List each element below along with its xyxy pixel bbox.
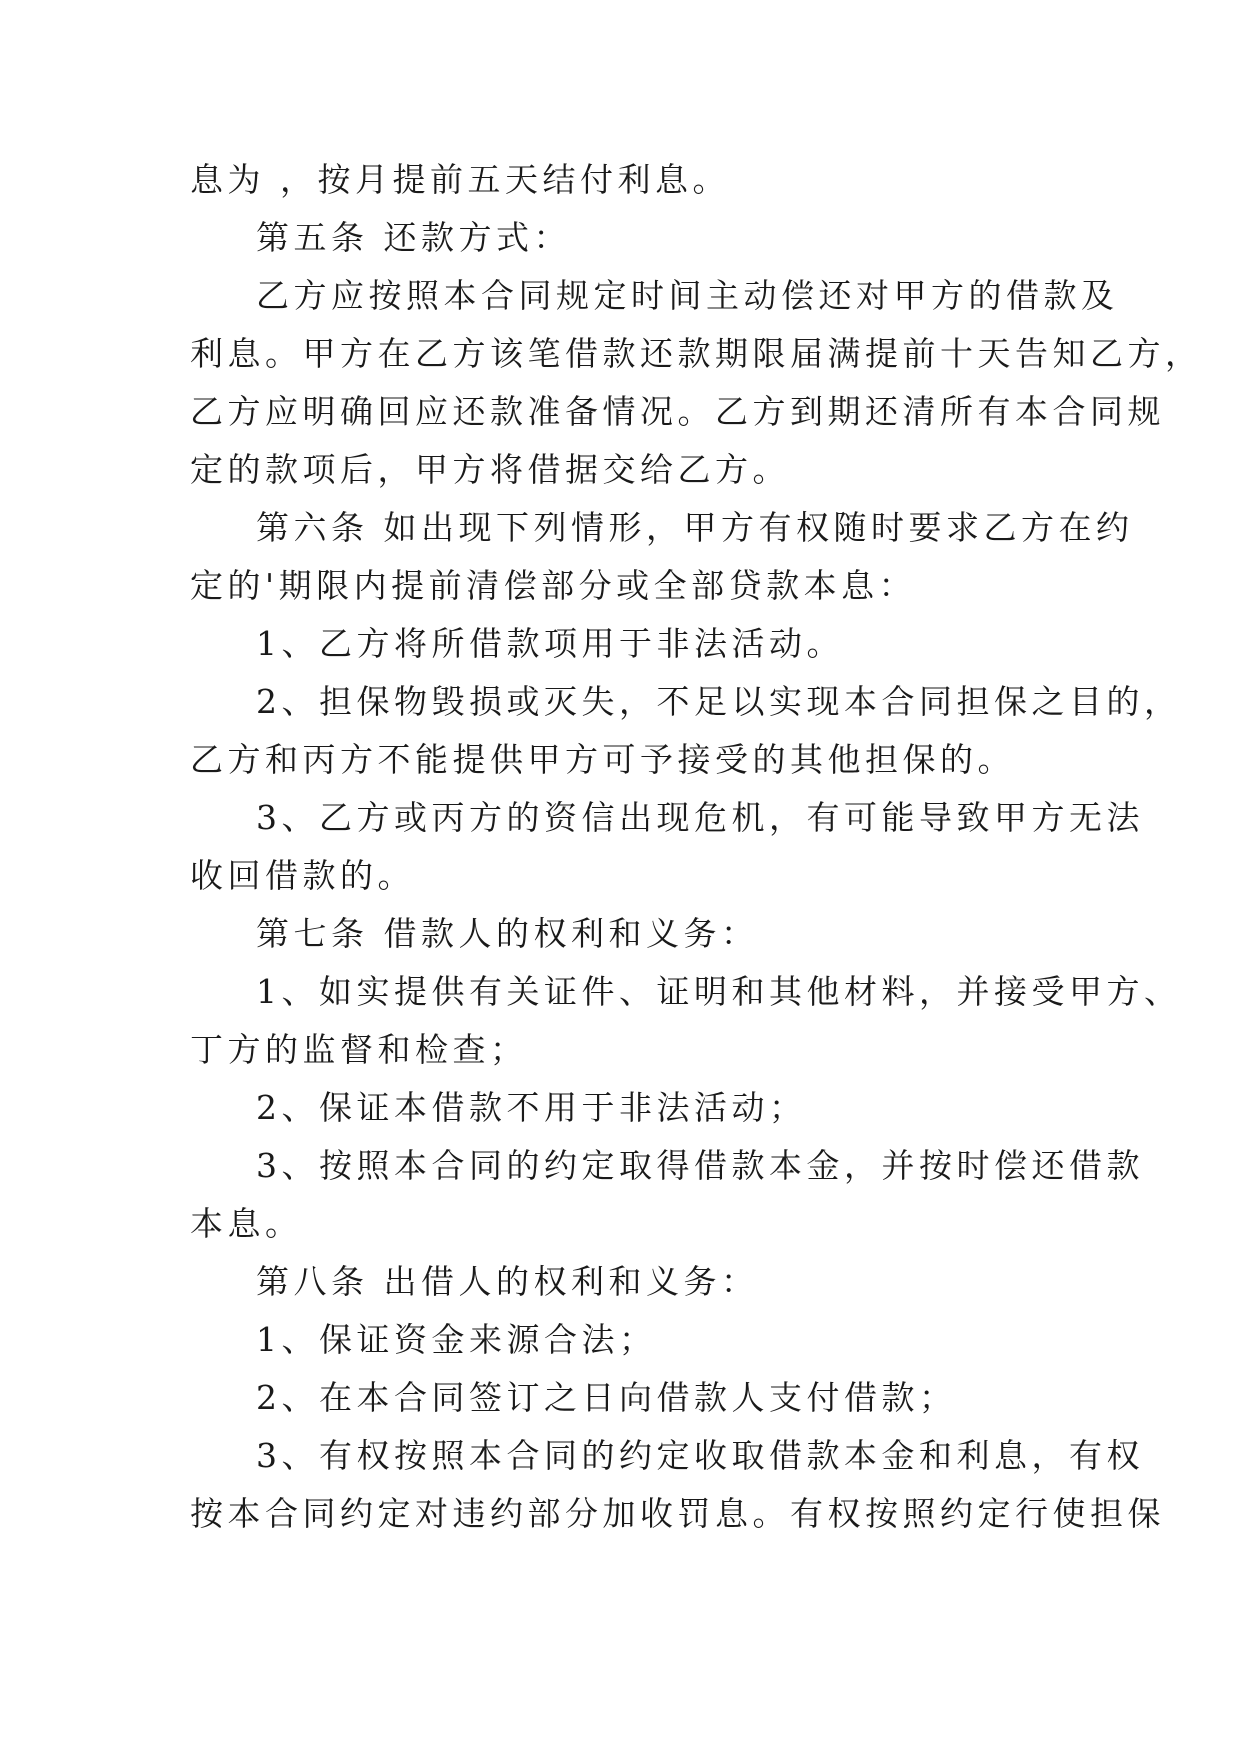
text-line: 利息。甲方在乙方该笔借款还款期限届满提前十天告知乙方， <box>190 334 1203 373</box>
text-line: 本息。 <box>190 1204 303 1243</box>
text-line: 乙方应明确回应还款准备情况。乙方到期还清所有本合同规 <box>190 392 1165 431</box>
text-line: 3、按照本合同的约定取得借款本金，并按时偿还借款 <box>256 1146 1144 1185</box>
text-line: 1、乙方将所借款项用于非法活动。 <box>256 624 844 663</box>
text-line: 1、保证资金来源合法； <box>256 1320 657 1359</box>
text-line: 丁方的监督和检查； <box>190 1030 528 1069</box>
text-line: 3、乙方或丙方的资信出现危机，有可能导致甲方无法 <box>256 798 1144 837</box>
text-line: 按本合同约定对违约部分加收罚息。有权按照约定行使担保 <box>190 1494 1165 1533</box>
text-line: 第七条 借款人的权利和义务： <box>256 914 759 953</box>
text-line: 第五条 还款方式： <box>256 218 571 257</box>
text-line: 定的款项后，甲方将借据交给乙方。 <box>190 450 790 489</box>
text-line: 乙方和丙方不能提供甲方可予接受的其他担保的。 <box>190 740 1015 779</box>
text-line: 第八条 出借人的权利和义务： <box>256 1262 759 1301</box>
text-line: 第六条 如出现下列情形，甲方有权随时要求乙方在约 <box>256 508 1134 547</box>
text-line: 2、保证本借款不用于非法活动； <box>256 1088 807 1127</box>
text-line: 2、在本合同签订之日向借款人支付借款； <box>256 1378 957 1417</box>
text-line: 定的'期限内提前清偿部分或全部贷款本息： <box>190 566 917 605</box>
text-line: 收回借款的。 <box>190 856 415 895</box>
text-line: 3、有权按照本合同的约定收取借款本金和利息，有权 <box>256 1436 1144 1475</box>
text-line: 2、担保物毁损或灭失，不足以实现本合同担保之目的， <box>256 682 1182 721</box>
text-line: 1、如实提供有关证件、证明和其他材料，并接受甲方、 <box>256 972 1182 1011</box>
text-line: 息为 ，按月提前五天结付利息。 <box>190 160 730 199</box>
text-line: 乙方应按照本合同规定时间主动偿还对甲方的借款及 <box>256 276 1119 315</box>
